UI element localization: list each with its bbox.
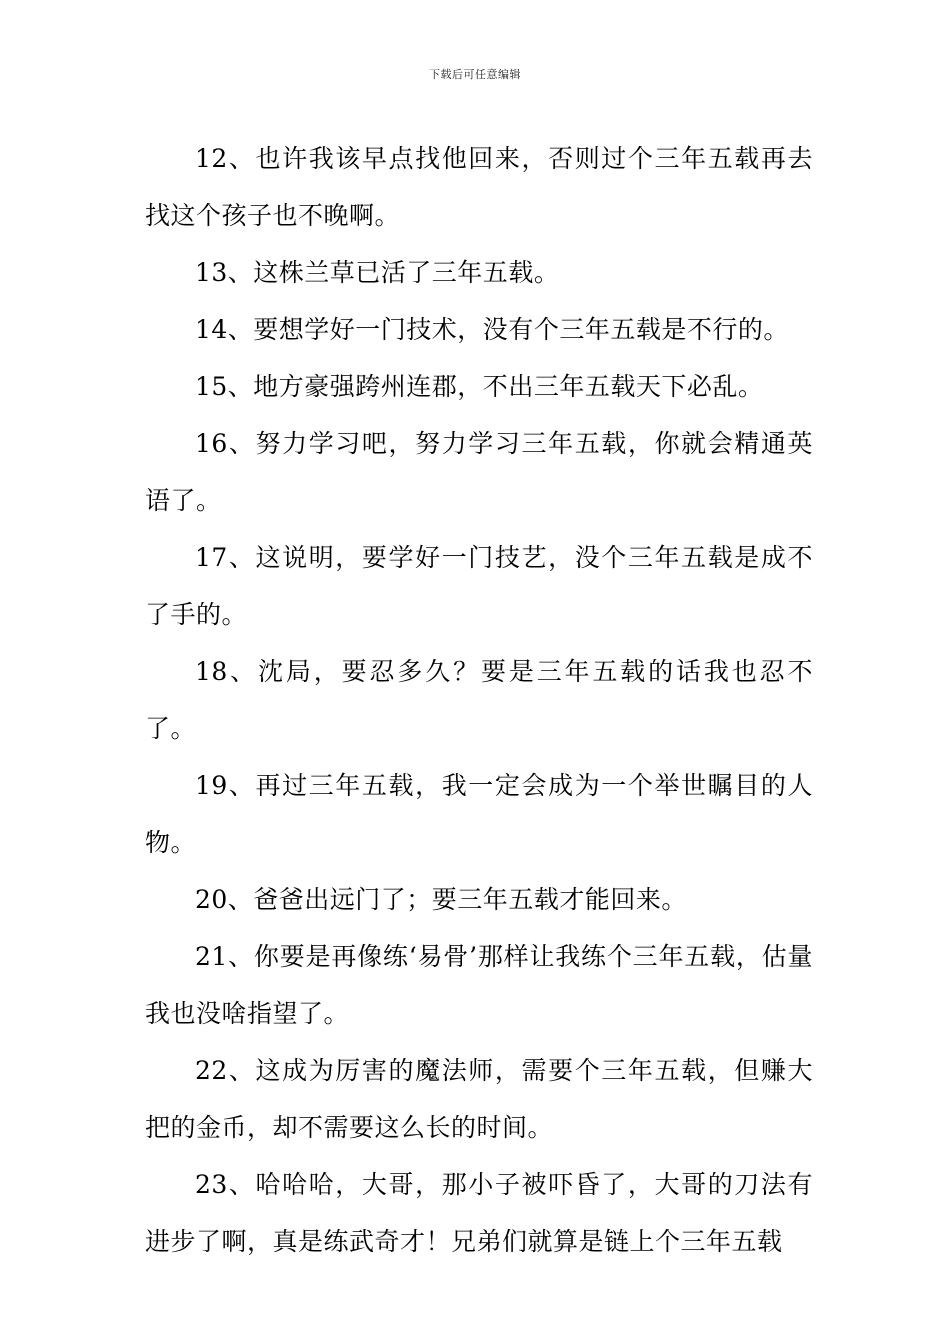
paragraph-12: 12、也许我该早点找他回来，否则过个三年五载再去找这个孩子也不晚啊。 [145, 144, 813, 230]
paragraph-15: 15、地方豪强跨州连郡，不出三年五载天下必乱。 [195, 372, 764, 401]
document-body [145, 130, 813, 1270]
page-header: 下载后可任意编辑 [429, 68, 521, 81]
paragraph-18: 18、沈局，要忍多久？要是三年五载的话我也忍不了。 [145, 657, 813, 743]
paragraph-20: 20、爸爸出远门了；要三年五载才能回来。 [195, 885, 687, 914]
paragraph-17: 17、这说明，要学好一门技艺，没个三年五载是成不了手的。 [145, 543, 813, 629]
paragraph-13: 13、这株兰草已活了三年五载。 [195, 258, 560, 287]
paragraph-21: 21、你要是再像练‘易骨’那样让我练个三年五载，估量我也没啥指望了。 [145, 942, 813, 1028]
paragraph-22: 22、这成为厉害的魔法师，需要个三年五载，但赚大把的金币，却不需要这么长的时间。 [145, 1056, 813, 1142]
paragraph-19: 19、再过三年五载，我一定会成为一个举世瞩目的人物。 [145, 771, 813, 857]
paragraph-23: 23、哈哈哈，大哥，那小子被吓昏了，大哥的刀法有进步了啊，真是练武奇才！兄弟们就算是链上个三年五载 [145, 1170, 813, 1256]
paragraph-14: 14、要想学好一门技术，没有个三年五载是不行的。 [195, 315, 789, 344]
paragraph-16: 16、努力学习吧，努力学习三年五载，你就会精通英语了。 [145, 429, 813, 515]
